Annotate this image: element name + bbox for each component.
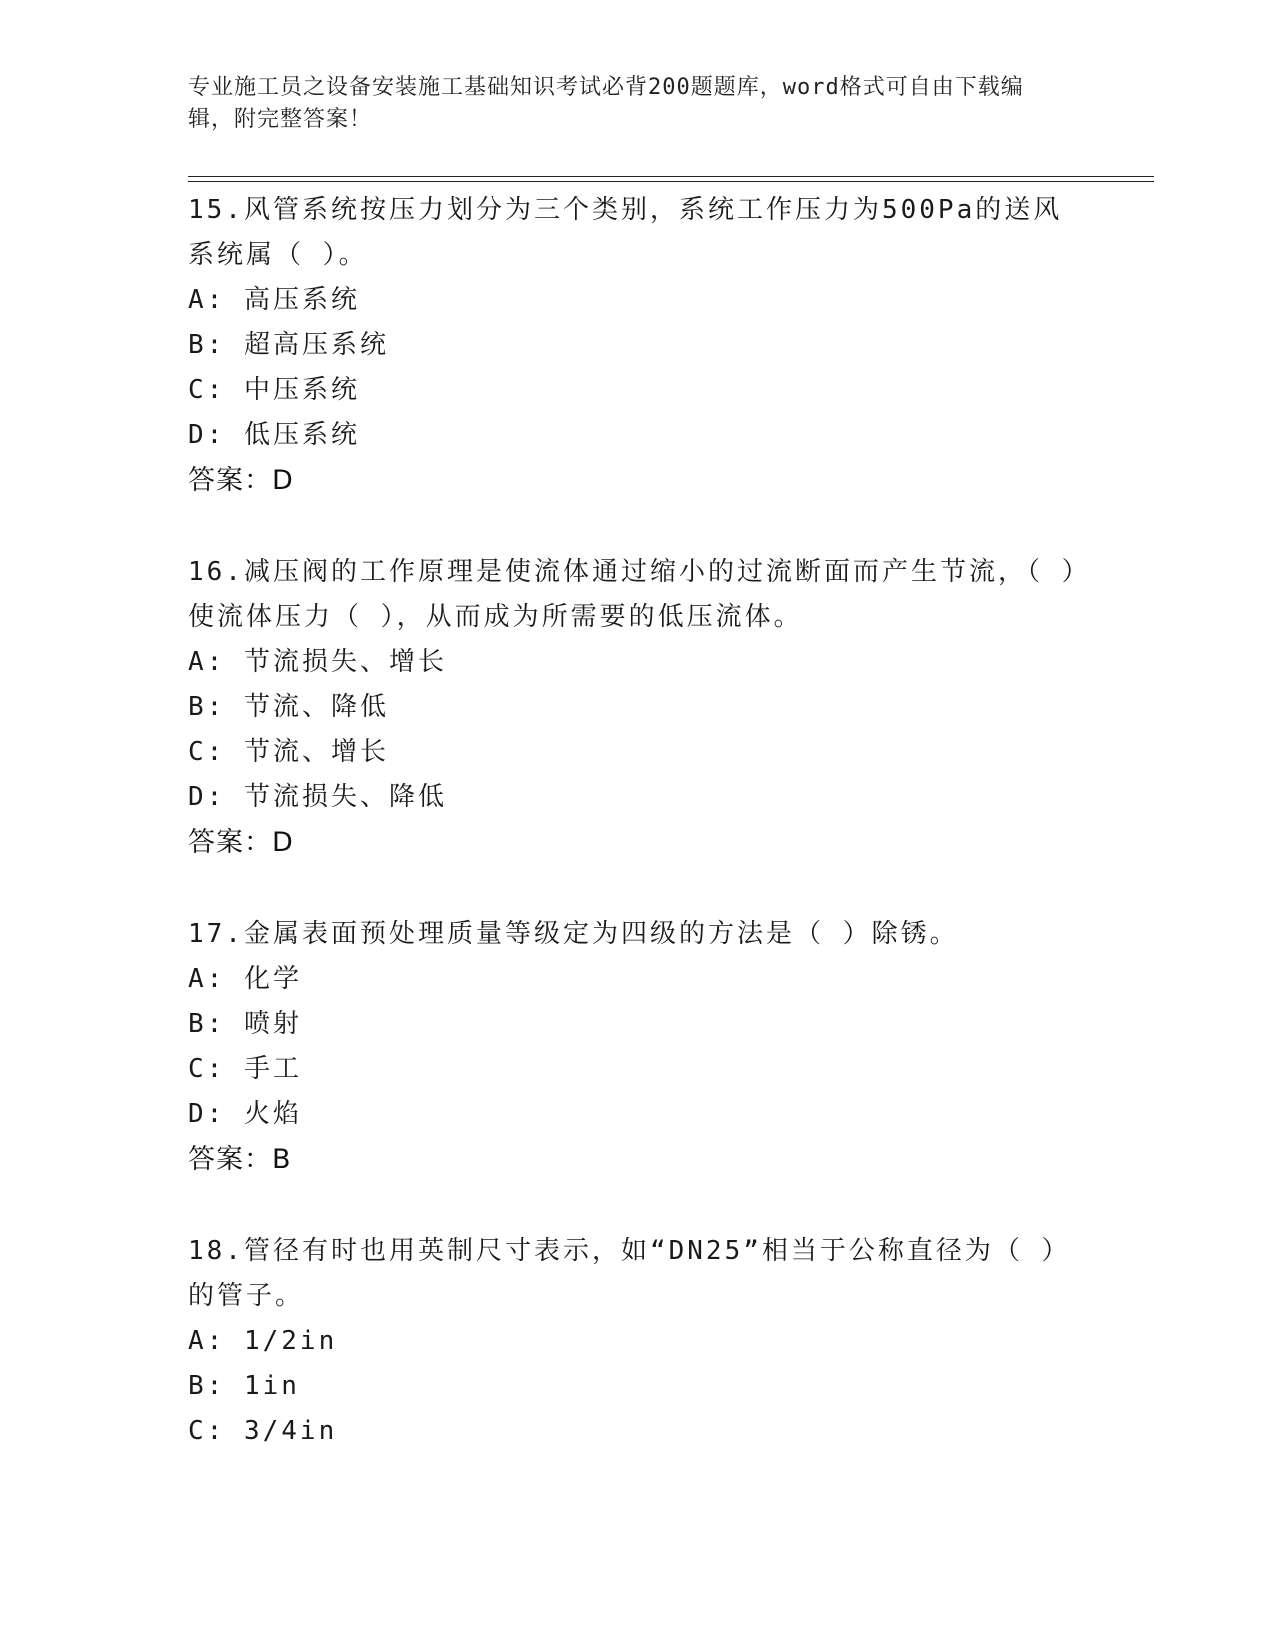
option-a: A: 高压系统 xyxy=(188,285,360,315)
header-divider-top xyxy=(188,176,1154,177)
option-a: A: 化学 xyxy=(188,964,302,994)
option-c: C: 节流、增长 xyxy=(188,737,389,767)
question-16 xyxy=(188,550,1088,912)
question-18 xyxy=(188,1229,1088,1454)
document-header: 专业施工员之设备安装施工基础知识考试必背200题题库，word格式可自由下载编辑，附完整答案！ xyxy=(188,75,1024,132)
option-d: D: 低压系统 xyxy=(188,420,360,450)
option-d: D: 节流损失、降低 xyxy=(188,782,447,812)
option-c: C: 手工 xyxy=(188,1054,302,1084)
option-d: D: 火焰 xyxy=(188,1099,302,1129)
option-b: B: 节流、降低 xyxy=(188,692,389,722)
answer-line: 答案：B xyxy=(188,1144,292,1175)
question-list xyxy=(188,188,1088,1454)
question-stem: 18.管径有时也用英制尺寸表示，如“DN25”相当于公称直径为（ ）的管子。 xyxy=(188,1236,1071,1311)
option-c: C: 3/4in xyxy=(188,1416,338,1446)
option-b: B: 1in xyxy=(188,1371,300,1401)
answer-line: 答案：D xyxy=(188,827,294,858)
header-divider-bottom xyxy=(188,181,1154,182)
question-stem: 17.金属表面预处理质量等级定为四级的方法是（ ）除锈。 xyxy=(188,919,959,949)
option-c: C: 中压系统 xyxy=(188,375,360,405)
option-a: A: 节流损失、增长 xyxy=(188,647,447,677)
answer-line: 答案：D xyxy=(188,465,294,496)
question-15 xyxy=(188,188,1088,550)
option-b: B: 超高压系统 xyxy=(188,330,389,360)
spacer xyxy=(188,865,1088,912)
option-b: B: 喷射 xyxy=(188,1009,302,1039)
spacer xyxy=(188,503,1088,550)
option-a: A: 1/2in xyxy=(188,1326,338,1356)
question-stem: 15.风管系统按压力划分为三个类别，系统工作压力为500Pa的送风系统属（ ）。 xyxy=(188,195,1063,270)
spacer xyxy=(188,1182,1088,1229)
question-17 xyxy=(188,912,1088,1229)
question-stem: 16.减压阀的工作原理是使流体通过缩小的过流断面而产生节流，（ ）使流体压力（ ），从而成为所需要的低压流体。 xyxy=(188,557,1078,632)
